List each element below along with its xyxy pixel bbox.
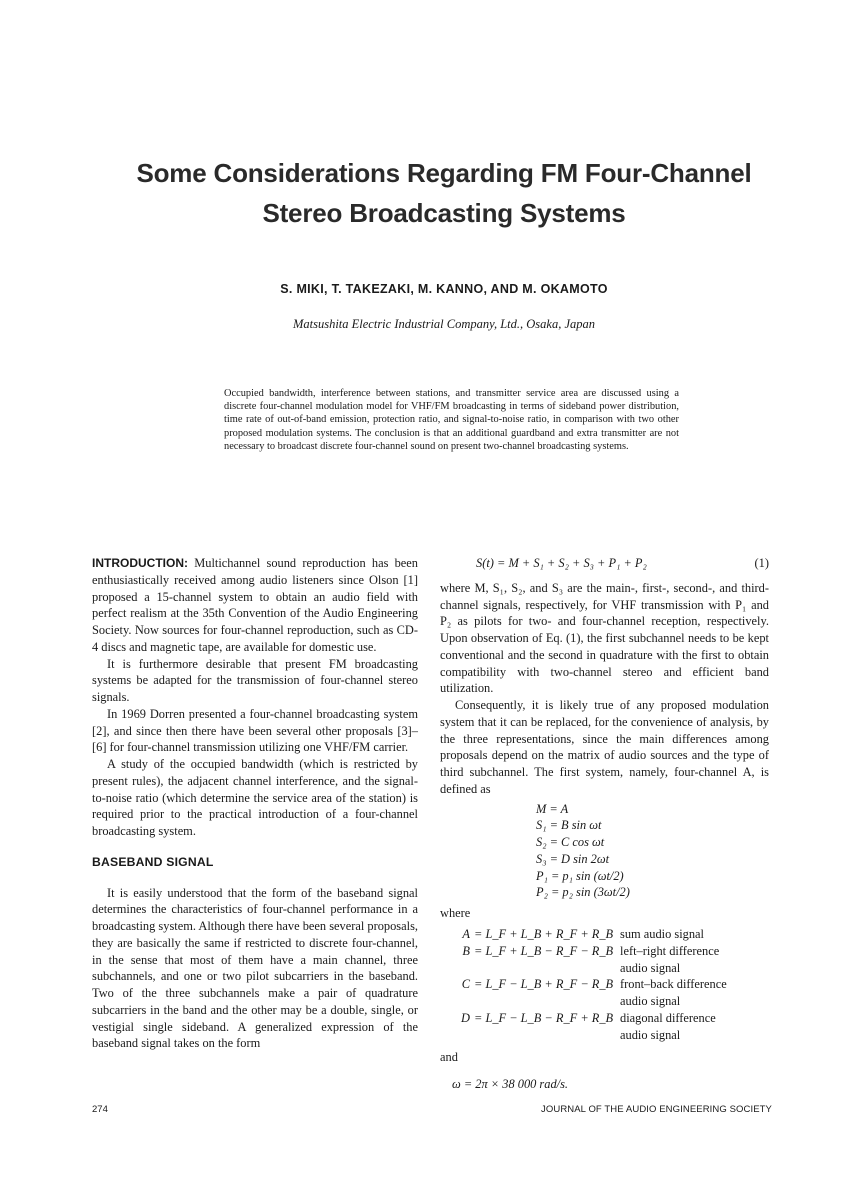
def-M: M = A	[536, 801, 569, 816]
signal-equation: = L_F + L_B − R_F − R_B	[474, 943, 614, 958]
signal-definitions	[452, 926, 727, 1043]
signal-description: left–right difference audio signal	[620, 943, 720, 975]
signal-row-C	[452, 976, 727, 1010]
intro-paragraph-2: It is furthermore desirable that present FM broadcasting systems be adapted for the transmission of four-channel stereo signals.	[92, 656, 418, 704]
signal-description: front–back difference audio signal	[620, 977, 727, 1009]
page-number: 274	[92, 1104, 108, 1115]
signal-symbol: C	[461, 977, 470, 992]
signal-equation: = L_F − L_B + R_F − R_B	[474, 977, 614, 992]
signal-description: sum audio signal	[620, 927, 704, 942]
def-P2: P₂ = p₂ sin (3ωt/2)	[536, 885, 630, 900]
equation-1	[440, 555, 769, 572]
and-label: and	[440, 1050, 458, 1065]
right-paragraph-1: where M, S₁, S₂, and S₃ are the main-, first-, second-, and third-channel signals, respectively, for VHF transmission with P₁ and P₂ as pilots for two- and four-channel reception, respectively. Upon observation of Eq. (1), the first subchannel needs to be kept conventional and the second in quadrature with the first to obtain compatibility with two-channel stereo and efficient band utilization.	[440, 580, 769, 696]
signal-equation: = L_F + L_B + R_F + R_B	[474, 927, 614, 942]
paper-title	[100, 153, 788, 233]
signal-row-D	[452, 1010, 727, 1044]
signal-row-A	[452, 926, 727, 943]
intro-text-1: Multichannel sound reproduction has been enthusiastically received among audio listeners since Olson [1] proposed a 15-channel system to obtain an audio field with perfect realism at the 35th Convention of the Audio Engineering Society. Now sources for four-channel reproduction, such as CD-4 discs and magnetic tape, are available for domestic use.	[92, 556, 418, 654]
right-column	[440, 555, 769, 1093]
system-definitions	[440, 801, 769, 902]
signal-symbol: B	[462, 943, 470, 958]
right-paragraph-2: Consequently, it is likely true of any proposed modulation system that it can be replaced, for the convenience of analysis, by the three representations, since the main differences among proposals depend on the matrix of audio sources and the type of third subchannel. The first system, namely, four-channel A, is defined as	[440, 698, 769, 796]
title-line-2: Stereo Broadcasting Systems	[262, 198, 626, 228]
def-S2: S₂ = C cos ωt	[536, 835, 605, 850]
def-S3: S₃ = D sin 2ωt	[536, 851, 610, 866]
signal-row-B	[452, 943, 727, 977]
equation-1-body: S(t) = M + S₁ + S₂ + S₃ + P₁ + P₂	[476, 556, 647, 570]
where-label: where	[440, 906, 471, 921]
equation-1-number: (1)	[754, 556, 769, 570]
left-column	[92, 555, 418, 1052]
title-line-1: Some Considerations Regarding FM Four-Channel	[136, 158, 752, 188]
intro-paragraph-1	[92, 555, 418, 656]
affiliation: Matsushita Electric Industrial Company, Ltd., Osaka, Japan	[292, 317, 596, 331]
intro-heading: INTRODUCTION:	[92, 556, 188, 570]
signal-description: diagonal difference audio signal	[620, 1010, 716, 1042]
def-S1: S₁ = B sin ωt	[536, 818, 602, 833]
intro-paragraph-4: A study of the occupied bandwidth (which is restricted by present rules), the adjacent channel interference, and the signal-to-noise ratio (which determine the service area of the station) is required prior to the practical introduction of a four-channel broadcasting system.	[92, 757, 418, 838]
signal-symbol: A	[462, 927, 470, 942]
signal-equation: = L_F − L_B − R_F + R_B	[474, 1010, 614, 1025]
omega-equation: ω = 2π × 38 000 rad/s.	[452, 1077, 569, 1092]
def-P1: P₁ = p₁ sin (ωt/2)	[536, 868, 624, 883]
signal-symbol: D	[461, 1010, 470, 1025]
journal-name: JOURNAL OF THE AUDIO ENGINEERING SOCIETY	[541, 1104, 772, 1115]
intro-paragraph-3: In 1969 Dorren presented a four-channel broadcasting system [2], and since then there have been several other proposals [3]–[6] for four-channel transmission utilizing one VHF/FM carrier.	[92, 706, 418, 755]
section-heading-baseband: BASEBAND SIGNAL	[92, 854, 214, 869]
abstract: Occupied bandwidth, interference between stations, and transmitter service area are discussed using a discrete four-channel modulation model for VHF/FM broadcasting in terms of sideband power distribution, time rate of out-of-band emission, protection ratio, and signal-to-noise ratio, in comparison with two other proposed modulation systems. The conclusion is that an additional guardband and extra transmitter are not necessary to broadcast discrete four-channel sound on present two-channel broadcasting systems.	[224, 388, 679, 452]
baseband-paragraph-1: It is easily understood that the form of the baseband signal determines the characteristics of four-channel performance in a broadcasting system. Although there have been several proposals, they are basically the same if restricted to discrete four-channel, in the sense that most of them have a main channel, three subchannels, and one or two pilot subcarriers in the baseband. Two of the three subchannels make a pair of quadrature subcarriers in the band and the other may be a double, single, or vestigial single sideband. A generalized expression of the baseband signal takes on the form	[92, 885, 418, 1051]
authors: S. MIKI, T. TAKEZAKI, M. KANNO, AND M. OKAMOTO	[280, 282, 608, 296]
